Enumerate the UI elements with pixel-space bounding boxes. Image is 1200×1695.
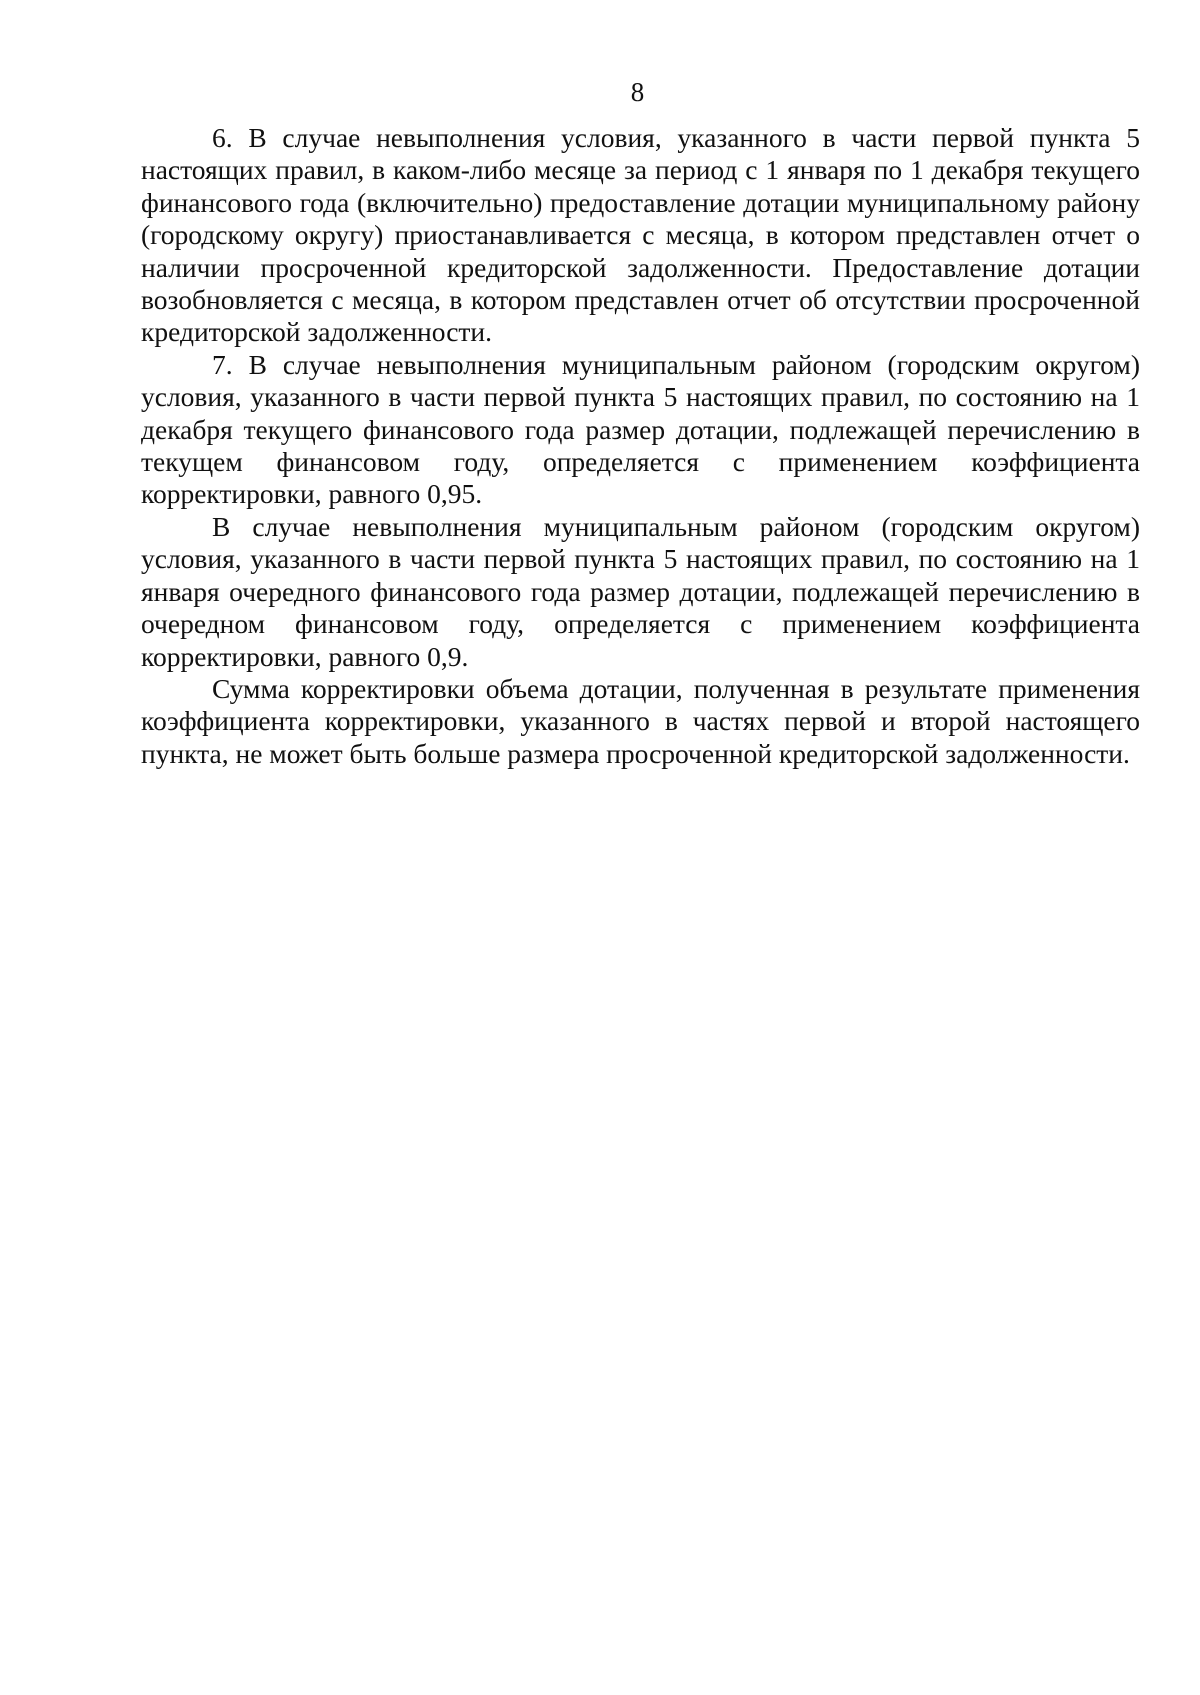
paragraph-7-part-2: В случае невыполнения муниципальным районом (городским округом) условия, указанного в части первой пункта 5 настоящих правил, по состоянию на 1 января очередного финансового года размер дотации, подлежащей перечислению в очередном финансовом году, определяется с применением коэффициента корректировки, равного 0,9.	[141, 510, 1140, 672]
paragraph-6: 6. В случае невыполнения условия, указанного в части первой пункта 5 настоящих правил, в каком-либо месяце за период с 1 января по 1 декабря текущего финансового года (включительно) предоставление дотации муниципальному району (городскому округу) приостанавливается с месяца, в котором представлен отчет о наличии просроченной кредиторской задолженности. Предоставление дотации возобновляется с месяца, в котором представлен отчет об отсутствии просроченной кредиторской задолженности.	[141, 122, 1140, 348]
paragraph-7: 7. В случае невыполнения муниципальным районом (городским округом) условия, указанного в части первой пункта 5 настоящих правил, по состоянию на 1 декабря текущего финансового года размер дотации, подлежащей перечислению в текущем финансовом году, определяется с применением коэффициента корректировки, равного 0,95.	[141, 348, 1140, 510]
page-number: 8	[630, 77, 645, 107]
paragraph-7-part-3: Сумма корректировки объема дотации, полученная в результате применения коэффициента корректировки, указанного в частях первой и второй настоящего пункта, не может быть больше размера просроченной кредиторской задолженности.	[141, 672, 1140, 769]
document-body	[141, 122, 1140, 770]
